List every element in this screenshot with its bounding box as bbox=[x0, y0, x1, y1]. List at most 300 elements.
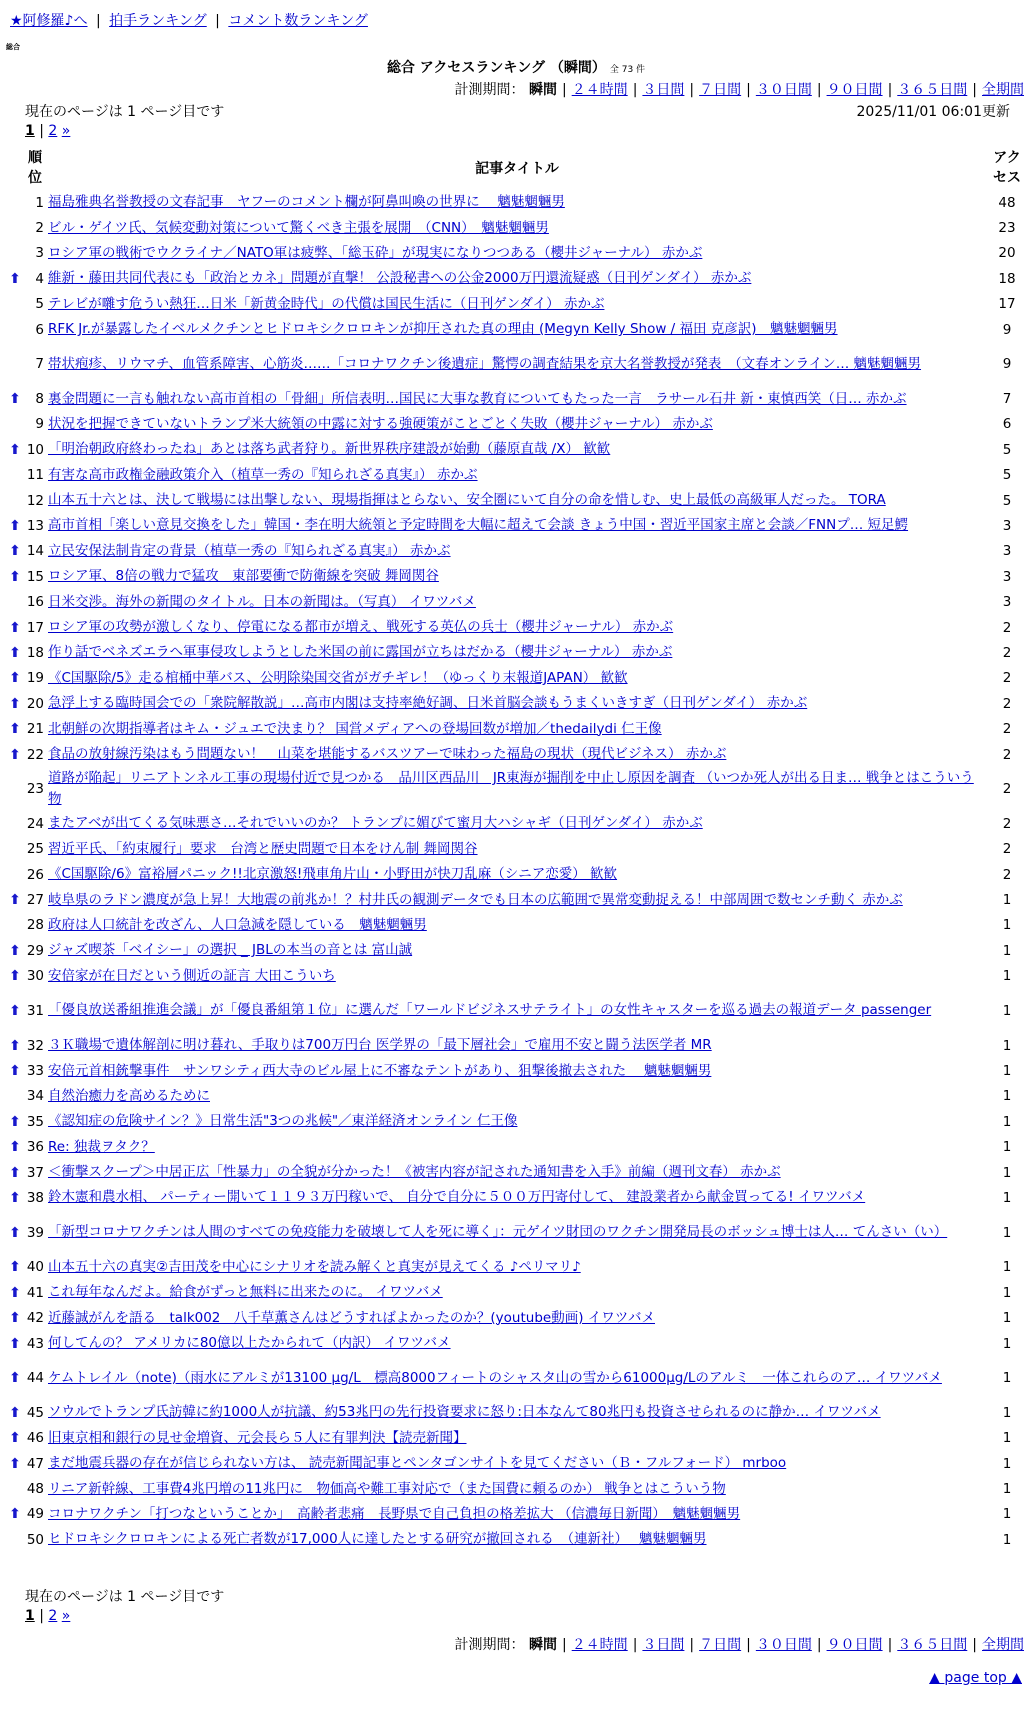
article-link[interactable]: まだ地震兵器の存在が信じられない方は、 読売新聞記事とペンタゴンサイトを見てください（Ｂ・フルフォード） mrboo bbox=[48, 1455, 787, 1472]
pager-next-link[interactable]: » bbox=[61, 1608, 71, 1624]
rank-number: 14 bbox=[26, 543, 44, 560]
table-row bbox=[8, 317, 1028, 342]
article-link[interactable]: ビル・ゲイツ氏、気候変動対策について驚くべき主張を展開 （CNN） 魑魅魍魎男 bbox=[48, 219, 549, 236]
cell-arrow bbox=[8, 539, 22, 564]
rank-number: 4 bbox=[35, 270, 44, 287]
table-row bbox=[8, 386, 1028, 411]
cell-arrow bbox=[8, 1033, 22, 1058]
period-selector-bottom: 計測期間： 瞬間 | ２４時間 | ３日間 | ７日間 | ３０日間 | ９０日間 | ３６５日間 | 全期間 bbox=[454, 1637, 1024, 1653]
article-link[interactable]: 《認知症の危険サイン？》日常生活"3つの兆候"／東洋経済オンライン 仁王像 bbox=[48, 1113, 518, 1130]
title-cell bbox=[48, 1211, 986, 1255]
article-link[interactable]: 有害な高市政権金融政策介入（植草一秀の『知られざる真実』） 赤かぶ bbox=[48, 466, 478, 483]
table-row bbox=[8, 1331, 1028, 1356]
period-7d-link[interactable]: ７日間 bbox=[699, 82, 742, 98]
title-cell bbox=[48, 862, 986, 887]
period-24h-link[interactable]: ２４時間 bbox=[571, 82, 628, 98]
title-cell bbox=[48, 412, 986, 437]
title-cell bbox=[48, 938, 986, 963]
access-count: 2 bbox=[1002, 746, 1012, 763]
article-link[interactable]: 安倍元首相銃撃事件 サンワシティ西大寺のビル屋上に不審なテントがあり、狙撃後撤去された 魑魅魍魎男 bbox=[48, 1062, 712, 1079]
title-cell bbox=[48, 1033, 986, 1058]
article-link[interactable]: 習近平氏、「約束履行」要求 台湾と歴史問題で日本をけん制 舞岡関谷 bbox=[48, 840, 478, 857]
article-link[interactable]: 安倍家が在日だという側近の証言 大田こういち bbox=[48, 967, 336, 984]
access-count: 9 bbox=[1002, 321, 1012, 338]
access-count: 5 bbox=[1002, 441, 1012, 458]
rank-number: 48 bbox=[26, 1481, 44, 1498]
title-cell bbox=[48, 317, 986, 342]
title-cell bbox=[48, 1109, 986, 1134]
article-link[interactable]: 何してんの？ アメリカに80億以上たかられて（内訳） イワツバメ bbox=[48, 1335, 451, 1352]
article-link[interactable]: 「新型コロナワクチンは人間のすべての免疫能力を破壊して人を死に導く」：元ゲイツ財団のワクチン開発局長のボッシュ博士は人… てんさい（い） bbox=[48, 1224, 948, 1241]
up-arrow-icon: ⬆ bbox=[9, 1164, 21, 1181]
cell-arrow bbox=[8, 488, 22, 513]
cell-arrow bbox=[8, 437, 22, 462]
article-link[interactable]: 維新・藤田共同代表にも「政治とカネ」問題が直撃！ 公設秘書への公金2000万円還流疑惑（日刊ゲンダイ） 赤かぶ bbox=[48, 270, 752, 287]
rank-number: 37 bbox=[26, 1164, 44, 1181]
rank-number: 2 bbox=[35, 220, 44, 237]
table-row bbox=[8, 1451, 1028, 1476]
article-link[interactable]: ジャズ喫茶「ベイシー」の選択 _ JBLの本当の音とは 富山誠 bbox=[48, 942, 413, 959]
rank-number: 41 bbox=[26, 1284, 44, 1301]
table-row bbox=[8, 1280, 1028, 1305]
access-header: アクセス bbox=[993, 150, 1021, 186]
access-count: 1 bbox=[1002, 1063, 1012, 1080]
cell-arrow bbox=[8, 691, 22, 716]
access-count: 48 bbox=[998, 194, 1016, 211]
comment-ranking-link[interactable]: コメント数ランキング bbox=[228, 13, 368, 29]
cell-arrow bbox=[8, 1527, 22, 1552]
access-count: 1 bbox=[1002, 942, 1012, 959]
up-arrow-icon: ⬆ bbox=[9, 721, 21, 738]
table-row bbox=[8, 862, 1028, 887]
period-selector-top: 計測期間： 瞬間 | ２４時間 | ３日間 | ７日間 | ３０日間 | ９０日間 | ３６５日間 | 全期間 bbox=[454, 82, 1024, 98]
rank-number: 15 bbox=[26, 568, 44, 585]
cell-arrow bbox=[8, 887, 22, 912]
title-cell bbox=[48, 589, 986, 614]
title-cell bbox=[48, 964, 986, 989]
rank-number: 5 bbox=[35, 296, 44, 313]
table-row bbox=[8, 1211, 1028, 1255]
article-link[interactable]: ロシア軍、8倍の戦力で猛攻 東部要衝で防衛線を突破 舞岡関谷 bbox=[48, 568, 439, 585]
access-count: 3 bbox=[1002, 568, 1012, 585]
article-link[interactable]: ロシア軍の攻勢が激しくなり、停電になる都市が増え、戦死する英仏の兵士（櫻井ジャーナル） 赤かぶ bbox=[48, 619, 674, 636]
table-row bbox=[8, 1135, 1028, 1160]
article-link[interactable]: 政府は人口統計を改ざん、人口急減を隠している 魑魅魍魎男 bbox=[48, 916, 427, 933]
rank-number: 13 bbox=[26, 517, 44, 534]
cell-arrow bbox=[8, 463, 22, 488]
cell-arrow bbox=[8, 811, 22, 836]
article-link[interactable]: ケムトレイル（note)（雨水にアルミが13100 μg/L 標高8000フィートのシャスタ山の雪から61000μg/Lのアルミ 一体これらのア… イワツバメ bbox=[48, 1369, 942, 1386]
up-arrow-icon: ⬆ bbox=[9, 968, 21, 985]
rank-number: 28 bbox=[26, 917, 44, 934]
rank-number: 31 bbox=[26, 1002, 44, 1019]
article-link[interactable]: ＜衝撃スクープ＞中居正広「性暴力」の全貌が分かった！《被害内容が記された通知書を入手》前編（週刊文春） 赤かぶ bbox=[48, 1164, 781, 1181]
article-link[interactable]: 作り話でベネズエラへ軍事侵攻しようとした米国の前に露国が立ちはだかる（櫻井ジャーナル） 赤かぶ bbox=[48, 644, 673, 661]
up-arrow-icon: ⬆ bbox=[9, 391, 21, 408]
title-cell bbox=[48, 215, 986, 240]
rank-number: 11 bbox=[26, 467, 44, 484]
rank-number: 36 bbox=[26, 1139, 44, 1156]
rank-number: 29 bbox=[26, 942, 44, 959]
access-count: 1 bbox=[1002, 1430, 1012, 1447]
rank-number: 21 bbox=[26, 721, 44, 738]
title-cell bbox=[48, 342, 986, 386]
rank-number: 16 bbox=[26, 594, 44, 611]
table-row bbox=[8, 1527, 1028, 1552]
table-row bbox=[8, 190, 1028, 215]
cell-arrow bbox=[8, 564, 22, 589]
rank-number: 20 bbox=[26, 695, 44, 712]
title-cell bbox=[48, 190, 986, 215]
access-count: 1 bbox=[1002, 1002, 1012, 1019]
article-link[interactable]: 日米交渉。海外の新聞のタイトル。日本の新聞は。（写真） イワツバメ bbox=[48, 593, 476, 610]
cell-arrow bbox=[8, 938, 22, 963]
title-cell bbox=[48, 1331, 986, 1356]
table-row bbox=[8, 1305, 1028, 1330]
up-arrow-icon: ⬆ bbox=[9, 1139, 21, 1156]
article-link[interactable]: 福島雅典名誉教授の文春記事 ヤフーのコメント欄が阿鼻叫喚の世界に 魑魅魍魎男 bbox=[48, 194, 565, 211]
access-count: 3 bbox=[1002, 517, 1012, 534]
access-count: 1 bbox=[1002, 1310, 1012, 1327]
cell-arrow bbox=[8, 241, 22, 266]
rank-number: 42 bbox=[26, 1310, 44, 1327]
article-link[interactable]: 状況を把握できていないトランプ米大統領の中露に対する強硬策がことごとく失敗（櫻井ジャーナル） 赤かぶ bbox=[48, 415, 713, 432]
article-link[interactable]: 帯状疱疹、リウマチ、血管系障害、心筋炎……「コロナワクチン後遺症」驚愕の調査結果を京大名誉教授が発表 （文春オンライン… 魑魅魍魎男 bbox=[48, 355, 922, 372]
table-row bbox=[8, 716, 1028, 741]
rank-header: 順位 bbox=[28, 150, 42, 186]
cell-arrow bbox=[8, 1255, 22, 1280]
period-30d-link[interactable]: ３０日間 bbox=[755, 1637, 812, 1653]
up-arrow-icon: ⬆ bbox=[9, 1310, 21, 1327]
access-count: 1 bbox=[1002, 1088, 1012, 1105]
up-arrow-icon: ⬆ bbox=[9, 942, 21, 959]
access-count: 2 bbox=[1002, 644, 1012, 661]
title-cell bbox=[48, 564, 986, 589]
title-cell bbox=[48, 1527, 986, 1552]
period-90d-link[interactable]: ９０日間 bbox=[826, 1637, 883, 1653]
title-cell bbox=[48, 640, 986, 665]
table-row bbox=[8, 488, 1028, 513]
article-link[interactable]: テレビが囃す危うい熱狂…日米「新黄金時代」の代償は国民生活に（日刊ゲンダイ） 赤かぶ bbox=[48, 295, 605, 312]
access-count: 1 bbox=[1002, 1259, 1012, 1276]
table-row bbox=[8, 887, 1028, 912]
article-link[interactable]: ロシア軍の戦術でウクライナ／NATO軍は疲弊、「総玉砕」が現実になりつつある（櫻井ジャーナル） 赤かぶ bbox=[48, 244, 703, 261]
title-cell bbox=[48, 463, 986, 488]
article-link[interactable]: 「明治朝政府終わったね」あとは落ち武者狩り。新世界秩序建設が始動（藤原直哉 /X） 歓歓 bbox=[48, 441, 611, 458]
period-current: 瞬間 bbox=[528, 1637, 557, 1653]
cell-arrow bbox=[8, 1451, 22, 1476]
current-page-text-bottom: 現在のページは 1 ページ目です bbox=[25, 1589, 225, 1605]
access-count: 1 bbox=[1002, 892, 1012, 909]
article-link[interactable]: リニア新幹線、工事費4兆円増の11兆円に 物価高や難工事対応で（また国費に頼るのか） 戦争とはこういう物 bbox=[48, 1480, 726, 1497]
article-link[interactable]: 近藤誠がんを語る talk002 八千草薫さんはどうすればよかったのか？(youtube動画) イワツバメ bbox=[48, 1309, 655, 1326]
cell-arrow bbox=[8, 837, 22, 862]
access-count: 1 bbox=[1002, 917, 1012, 934]
article-link[interactable]: 「優良放送番組推進会議」が「優良番組第１位」に選んだ「ワールドビジネスサテライト」の女性キャスターを巡る過去の報道データ passenger bbox=[48, 1002, 932, 1019]
home-link[interactable]: ★阿修羅♪へ bbox=[10, 13, 88, 29]
up-arrow-icon: ⬆ bbox=[9, 892, 21, 909]
access-count: 1 bbox=[1002, 1531, 1012, 1548]
access-count: 7 bbox=[1002, 391, 1012, 408]
access-count: 5 bbox=[1002, 467, 1012, 484]
rank-number: 27 bbox=[26, 892, 44, 909]
cell-arrow bbox=[8, 342, 22, 386]
table-row bbox=[8, 691, 1028, 716]
title-cell bbox=[48, 691, 986, 716]
article-link[interactable]: 道路が陥起」リニアトンネル工事の現場付近で見つかる 品川区西品川 JR東海が掘削を中止し原因を調査 （いつか死人が出る日ま… 戦争とはこういう物 bbox=[48, 770, 974, 808]
table-row bbox=[8, 1109, 1028, 1134]
table-row bbox=[8, 463, 1028, 488]
title-cell bbox=[48, 1426, 986, 1451]
period-all-link[interactable]: 全期間 bbox=[982, 82, 1024, 98]
rank-number: 47 bbox=[26, 1455, 44, 1472]
table-row bbox=[8, 539, 1028, 564]
title-cell bbox=[48, 666, 986, 691]
rank-number: 39 bbox=[26, 1224, 44, 1241]
table-row bbox=[8, 811, 1028, 836]
cell-arrow bbox=[8, 767, 22, 811]
article-link[interactable]: ３Ｋ職場で遺体解剖に明け暮れ、手取りは700万円台 医学界の「最下層社会」で雇用不安と闘う法医学者 MR bbox=[48, 1037, 712, 1054]
title-cell bbox=[48, 811, 986, 836]
rank-number: 38 bbox=[26, 1189, 44, 1206]
cell-arrow bbox=[8, 589, 22, 614]
rank-number: 34 bbox=[26, 1088, 44, 1105]
cell-arrow bbox=[8, 1185, 22, 1210]
article-link[interactable]: 山本五十六とは、決して戦場には出撃しない、現場指揮はとらない、安全圏にいて自分の命を惜しむ、史上最低の高級軍人だった。 TORA bbox=[48, 492, 886, 509]
table-row bbox=[8, 1400, 1028, 1425]
period-current: 瞬間 bbox=[528, 82, 557, 98]
up-arrow-icon: ⬆ bbox=[9, 441, 21, 458]
up-arrow-icon: ⬆ bbox=[9, 1370, 21, 1387]
cell-arrow bbox=[8, 266, 22, 291]
rank-number: 49 bbox=[26, 1506, 44, 1523]
table-row bbox=[8, 640, 1028, 665]
rank-number: 43 bbox=[26, 1335, 44, 1352]
access-count: 20 bbox=[998, 245, 1016, 262]
pager-page-1: 1 bbox=[25, 123, 35, 139]
rank-number: 7 bbox=[35, 356, 44, 373]
article-link[interactable]: 鈴木憲和農水相、 パーティー開いて１１９３万円稼いで、 自分で自分に５００万円寄付して、 建設業者から献金買ってる! イワツバメ bbox=[48, 1189, 866, 1206]
up-arrow-icon: ⬆ bbox=[9, 1430, 21, 1447]
cell-arrow bbox=[8, 292, 22, 317]
cell-arrow bbox=[8, 1109, 22, 1134]
article-link[interactable]: 旧東京相和銀行の見せ金増資、元会長ら５人に有罪判決【読売新聞】 bbox=[48, 1429, 467, 1446]
article-link[interactable]: コロナワクチン「打つなということか」 高齢者悲痛 長野県で自己負担の格差拡大 （信濃毎日新聞） 魑魅魍魎男 bbox=[48, 1505, 741, 1522]
clap-ranking-link[interactable]: 拍手ランキング bbox=[109, 13, 207, 29]
cell-arrow bbox=[8, 1160, 22, 1185]
cell-arrow bbox=[8, 862, 22, 887]
title-cell bbox=[48, 488, 986, 513]
rank-number: 40 bbox=[26, 1259, 44, 1276]
rank-number: 26 bbox=[26, 866, 44, 883]
table-row bbox=[8, 589, 1028, 614]
cell-arrow bbox=[8, 1084, 22, 1109]
access-count: 2 bbox=[1002, 695, 1012, 712]
up-arrow-icon: ⬆ bbox=[9, 1063, 21, 1080]
cell-arrow bbox=[8, 513, 22, 538]
article-link[interactable]: 高市首相「楽しい意見交換をした」韓国・李在明大統領と予定時間を大幅に超えて会談 きょう中国・習近平国家主席と会談／FNNプ… 短足鰐 bbox=[48, 517, 909, 534]
nav-separator: | bbox=[215, 13, 220, 29]
title-cell bbox=[48, 1160, 986, 1185]
pager-top bbox=[25, 123, 70, 139]
title-cell bbox=[48, 386, 986, 411]
access-count: 2 bbox=[1002, 670, 1012, 687]
rank-number: 32 bbox=[26, 1037, 44, 1054]
title-cell bbox=[48, 615, 986, 640]
total-count: 全 73 件 bbox=[609, 65, 646, 75]
table-row bbox=[8, 913, 1028, 938]
article-link[interactable]: 立民安保法制肯定の背景（植草一秀の『知られざる真実』） 赤かぶ bbox=[48, 542, 451, 559]
table-row bbox=[8, 989, 1028, 1033]
cell-arrow bbox=[8, 913, 22, 938]
access-count: 6 bbox=[1002, 416, 1012, 433]
cell-arrow bbox=[8, 1426, 22, 1451]
rank-number: 24 bbox=[26, 815, 44, 832]
access-count: 3 bbox=[1002, 543, 1012, 560]
page-top-link[interactable]: ▲ page top ▲ bbox=[929, 1670, 1022, 1686]
period-3d-link[interactable]: ３日間 bbox=[642, 1637, 685, 1653]
table-header-row bbox=[8, 146, 1028, 190]
article-link[interactable]: 食品の放射線汚染はもう問題ない！ 山菜を堪能するバスツアーで味わった福島の現状（現代ビジネス） 赤かぶ bbox=[48, 746, 727, 762]
access-count: 1 bbox=[1002, 1139, 1012, 1156]
period-90d-link[interactable]: ９０日間 bbox=[826, 82, 883, 98]
cell-arrow bbox=[8, 412, 22, 437]
up-arrow-icon: ⬆ bbox=[9, 1002, 21, 1019]
pager-next-link[interactable]: » bbox=[61, 123, 71, 139]
access-count: 2 bbox=[1002, 721, 1012, 738]
period-365d-link[interactable]: ３６５日間 bbox=[897, 1637, 968, 1653]
cell-arrow bbox=[8, 1502, 22, 1527]
access-count: 1 bbox=[1002, 968, 1012, 985]
period-30d-link[interactable]: ３０日間 bbox=[755, 82, 812, 98]
title-cell bbox=[48, 913, 986, 938]
article-link[interactable]: 裏金問題に一言も触れない高市首相の「骨細」所信表明…国民に大事な教育についてもたった一言 ラサール石井 新・東慎西笑（日… 赤かぶ bbox=[48, 390, 907, 407]
ranking-rows bbox=[8, 190, 1028, 1553]
cell-arrow bbox=[8, 1305, 22, 1330]
pager-page-2-link[interactable]: 2 bbox=[48, 1608, 58, 1624]
article-link[interactable]: 《C国駆除/6》富裕層パニック!!北京激怒!飛車角片山・小野田が快刀乱麻（シニア恋愛） 歓歓 bbox=[48, 866, 618, 883]
period-7d-link[interactable]: ７日間 bbox=[699, 1637, 742, 1653]
period-all-link[interactable]: 全期間 bbox=[982, 1637, 1024, 1653]
rank-number: 6 bbox=[35, 321, 44, 338]
access-count: 2 bbox=[1002, 866, 1012, 883]
table-row bbox=[8, 342, 1028, 386]
ranking-title: 総合 アクセスランキング （瞬間） bbox=[386, 60, 606, 76]
table-row bbox=[8, 1033, 1028, 1058]
title-cell bbox=[48, 1305, 986, 1330]
access-count: 1 bbox=[1002, 1113, 1012, 1130]
up-arrow-icon: ⬆ bbox=[9, 670, 21, 687]
access-count: 1 bbox=[1002, 1224, 1012, 1241]
cell-arrow bbox=[8, 1476, 22, 1501]
rank-number: 25 bbox=[26, 841, 44, 858]
up-arrow-icon: ⬆ bbox=[9, 1404, 21, 1421]
access-count: 2 bbox=[1002, 619, 1012, 636]
article-link[interactable]: Re: 独裁ヲタク？ bbox=[48, 1138, 155, 1155]
pager-separator: | bbox=[39, 123, 44, 139]
article-link[interactable]: 北朝鮮の次期指導者はキム・ジュエで決まり？ 国営メディアへの登場回数が増加／thedailydi 仁王像 bbox=[48, 720, 662, 737]
article-link[interactable]: 《C国駆除/5》走る棺桶中華バス、公明除染国交省がガチギレ！（ゆっくり末報道JAPAN） 歓歓 bbox=[48, 669, 628, 686]
article-link[interactable]: またアベが出てくる気味悪さ…それでいいのか？ トランプに媚びて蜜月大ハシャギ（日刊ゲンダイ） 赤かぶ bbox=[48, 815, 703, 832]
rank-number: 33 bbox=[26, 1063, 44, 1080]
up-arrow-icon: ⬆ bbox=[9, 1259, 21, 1276]
title-cell bbox=[48, 1185, 986, 1210]
rank-number: 46 bbox=[26, 1430, 44, 1447]
table-row bbox=[8, 666, 1028, 691]
article-link[interactable]: これ毎年なんだよ。給食がずっと無料に出来たのに。 イワツバメ bbox=[48, 1284, 443, 1301]
cell-arrow bbox=[8, 964, 22, 989]
table-row bbox=[8, 1476, 1028, 1501]
article-link[interactable]: RFK Jr.が暴露したイベルメクチンとヒドロキシクロロキンが抑圧された真の理由 (Megyn Kelly Show / 福田 克彦訳) 魑魅魍魎男 bbox=[48, 321, 838, 338]
category-label: 総合 bbox=[6, 43, 20, 51]
article-link[interactable]: 急浮上する臨時国会での「衆院解散説」…高市内閣は支持率絶好調、日米首脳会談もうまくいきすぎ（日刊ゲンダイ） 赤かぶ bbox=[48, 695, 808, 712]
article-link[interactable]: 岐阜県のラドン濃度が急上昇！大地震の前兆か！？村井氏の観測データでも日本の広範囲で異常変動捉える！中部周囲で数センチ動く 赤かぶ bbox=[48, 891, 903, 908]
title-cell bbox=[48, 1502, 986, 1527]
table-row bbox=[8, 513, 1028, 538]
cell-arrow bbox=[8, 1331, 22, 1356]
up-arrow-icon: ⬆ bbox=[9, 517, 21, 534]
rank-number: 9 bbox=[35, 416, 44, 433]
cell-arrow bbox=[8, 215, 22, 240]
table-row bbox=[8, 1356, 1028, 1400]
up-arrow-icon: ⬆ bbox=[9, 1506, 21, 1523]
up-arrow-icon: ⬆ bbox=[9, 695, 21, 712]
rank-number: 3 bbox=[35, 245, 44, 262]
rank-number: 22 bbox=[26, 746, 44, 763]
pager-page-1: 1 bbox=[25, 1608, 35, 1624]
period-365d-link[interactable]: ３６５日間 bbox=[897, 82, 968, 98]
article-link[interactable]: 自然治癒力を高めるために bbox=[48, 1087, 210, 1104]
period-3d-link[interactable]: ３日間 bbox=[642, 82, 685, 98]
title-cell bbox=[48, 1400, 986, 1425]
title-cell bbox=[48, 513, 986, 538]
ranking-table bbox=[8, 146, 1028, 1553]
cell-arrow bbox=[8, 640, 22, 665]
article-link[interactable]: ヒドロキシクロロキンによる死亡者数が17,000人に達したとする研究が撤回される （連新社） 魑魅魍魎男 bbox=[48, 1531, 707, 1548]
title-cell bbox=[48, 837, 986, 862]
article-link[interactable]: ソウルでトランプ氏訪韓に約1000人が抗議、約53兆円の先行投資要求に怒り:日本なんて80兆円も投資させられるのに静か… イワツバメ bbox=[48, 1404, 881, 1421]
access-count: 18 bbox=[998, 270, 1016, 287]
up-arrow-icon: ⬆ bbox=[9, 619, 21, 636]
pager-separator: | bbox=[39, 1608, 44, 1624]
rank-number: 12 bbox=[26, 492, 44, 509]
pager-page-2-link[interactable]: 2 bbox=[48, 123, 58, 139]
rank-number: 30 bbox=[26, 968, 44, 985]
access-count: 5 bbox=[1002, 492, 1012, 509]
title-cell bbox=[48, 241, 986, 266]
up-arrow-icon: ⬆ bbox=[9, 1335, 21, 1352]
rank-number: 17 bbox=[26, 619, 44, 636]
title-cell bbox=[48, 1280, 986, 1305]
up-arrow-icon: ⬆ bbox=[9, 1224, 21, 1241]
cell-arrow bbox=[8, 716, 22, 741]
access-count: 2 bbox=[1002, 781, 1012, 798]
rank-number: 19 bbox=[26, 670, 44, 687]
updated-time: 2025/11/01 06:01更新 bbox=[856, 104, 1010, 120]
rank-number: 10 bbox=[26, 441, 44, 458]
table-row bbox=[8, 1058, 1028, 1083]
cell-arrow bbox=[8, 615, 22, 640]
table-row bbox=[8, 437, 1028, 462]
title-cell bbox=[48, 266, 986, 291]
title-cell bbox=[48, 1476, 986, 1501]
title-cell bbox=[48, 437, 986, 462]
article-link[interactable]: 山本五十六の真実②吉田茂を中心にシナリオを読み解くと真実が見えてくる ♪ペリマリ♪ bbox=[48, 1258, 581, 1275]
table-row bbox=[8, 1160, 1028, 1185]
title-cell bbox=[48, 1058, 986, 1083]
period-24h-link[interactable]: ２４時間 bbox=[571, 1637, 628, 1653]
top-nav bbox=[10, 10, 368, 30]
